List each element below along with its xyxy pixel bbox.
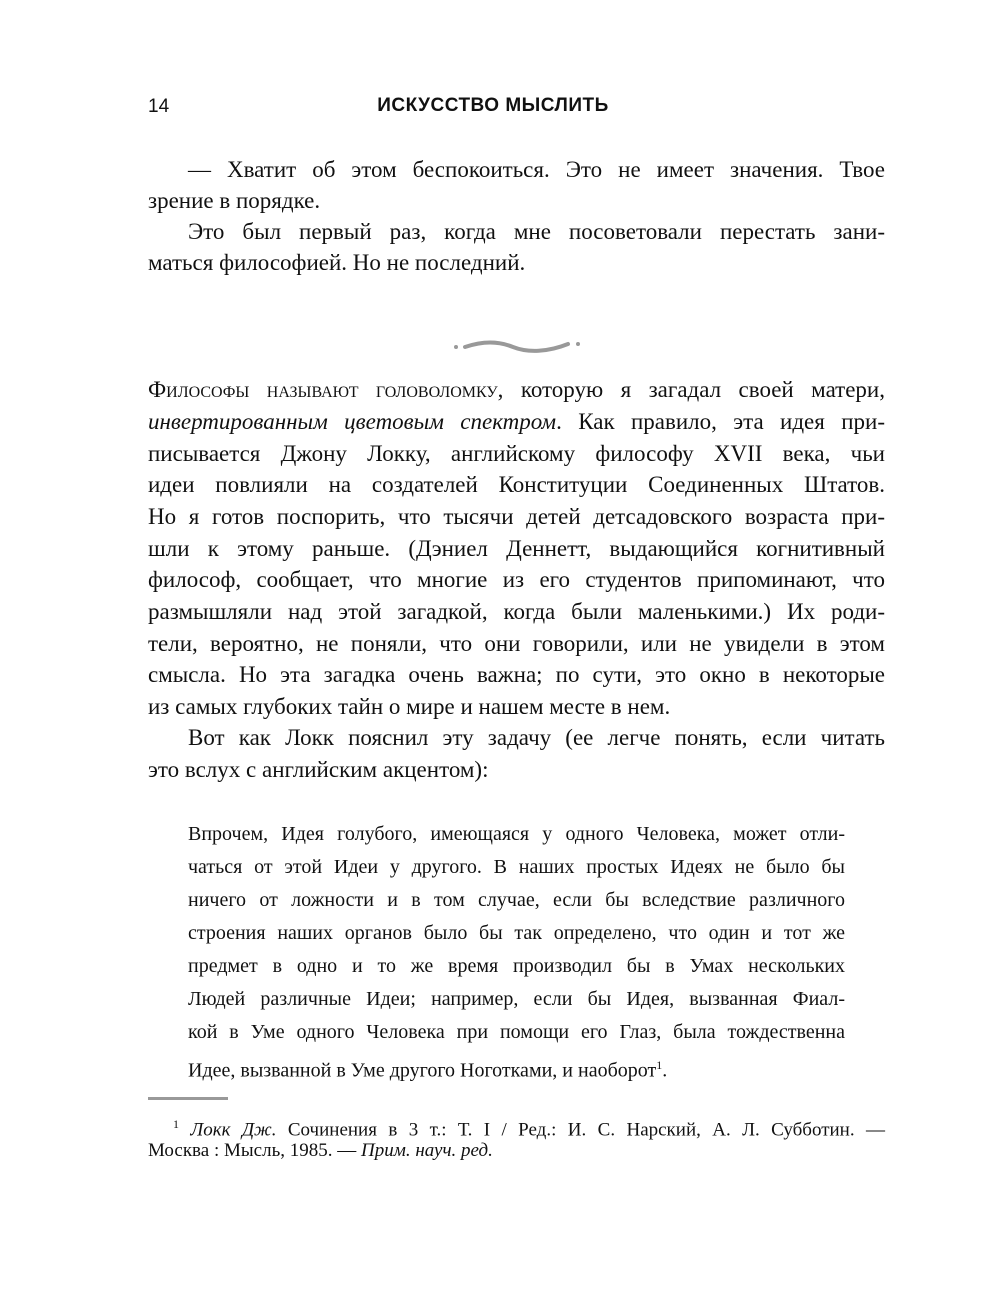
- quote-line: Идее, вызванной в Уме другого Ноготками, и наоборот$^1$.: [188, 1058, 668, 1082]
- text-line: Но я готов поспорить, что тысячи детей детсадовского возраста при-: [148, 504, 885, 529]
- text-line: Вот как Локк пояснил эту задачу (ее легче понять, если читать: [188, 725, 885, 750]
- text-line: смысла. Но эта загадка очень важна; по сути, это окно в некоторые: [148, 662, 885, 687]
- text-line: [148, 376, 885, 404]
- text-line: это вслух с английским акцентом):: [148, 757, 489, 782]
- quote-line: ничего от ложности и в том случае, если бы вследствие различного: [188, 889, 845, 911]
- page-number: 14: [148, 96, 170, 117]
- quote-line: Впрочем, Идея голубого, имеющаяся у одного Человека, может отли-: [188, 823, 845, 845]
- text-line: Это был первый раз, когда мне посоветовали перестать зани-: [188, 219, 885, 244]
- text-run: Сочинения в 3 т.: Т. I / Ред.: И. С. Нарский, А. Л. Субботин. —: [276, 1119, 886, 1141]
- editor-note: Прим. науч. ред.: [360, 1140, 493, 1161]
- quote-line: предмет в одно и то же время производил бы в Умах нескольких: [188, 955, 845, 977]
- text-line: [148, 408, 885, 436]
- text-line: идеи повлияли на создателей Конституции Соединенных Штатов.: [148, 472, 885, 497]
- text-run: Идее, вызванной в Уме другого Ноготками, и наоборот: [188, 1059, 657, 1082]
- quote-line: чаться от этой Идеи у другого. В наших простых Идеях не было бы: [188, 856, 845, 878]
- text-line: — Хватит об этом беспокоиться. Это не имеет значения. Твое: [188, 157, 885, 182]
- text-run: , которую я загадал своей матери,: [497, 377, 885, 402]
- footnote-ref[interactable]: 1: [656, 1058, 663, 1072]
- footnote-author: Локк Дж.: [190, 1119, 277, 1141]
- text-line: размышляли над этой загадкой, когда были маленькими.) Их роди-: [148, 599, 885, 624]
- footnote-rule: [148, 1097, 228, 1100]
- text-line: философ, сообщает, что многие из его студентов припоминают, что: [148, 567, 885, 592]
- text-run: Москва : Мысль, 1985. —: [148, 1140, 361, 1161]
- section-divider-ornament: [453, 338, 583, 354]
- text-line: из самых глубоких тайн о мире и нашем месте в нем.: [148, 694, 671, 719]
- small-caps-lead: Философы называют головоломку: [148, 377, 498, 402]
- quote-line: строения наших органов было бы так определено, что один и тот же: [188, 922, 845, 944]
- quote-line: Людей различные Идеи; например, если бы Идея, вызванная Фиал-: [188, 988, 845, 1010]
- text-line: писывается Джону Локку, английскому философу XVII века, чьи: [148, 441, 885, 466]
- text-run: . Как правило, эта идея при-: [556, 409, 885, 434]
- quote-line: кой в Уме одного Человека при помощи его Глаз, была тождественна: [188, 1021, 845, 1043]
- running-title: ИСКУССТВО МЫСЛИТЬ: [377, 95, 609, 116]
- text-line: зрение в порядке.: [148, 188, 321, 213]
- footnote-line: [148, 1137, 885, 1165]
- text-line: шли к этому раньше. (Дэниел Деннетт, выдающийся когнитивный: [148, 536, 885, 561]
- text-line: тели, вероятно, не поняли, что они говорили, или не увидели в этом: [148, 631, 885, 656]
- text-line: маться философией. Но не последний.: [148, 250, 526, 275]
- footnote-number: 1: [173, 1117, 179, 1131]
- emphasis-term: инвертированным цветовым спектром: [148, 409, 557, 434]
